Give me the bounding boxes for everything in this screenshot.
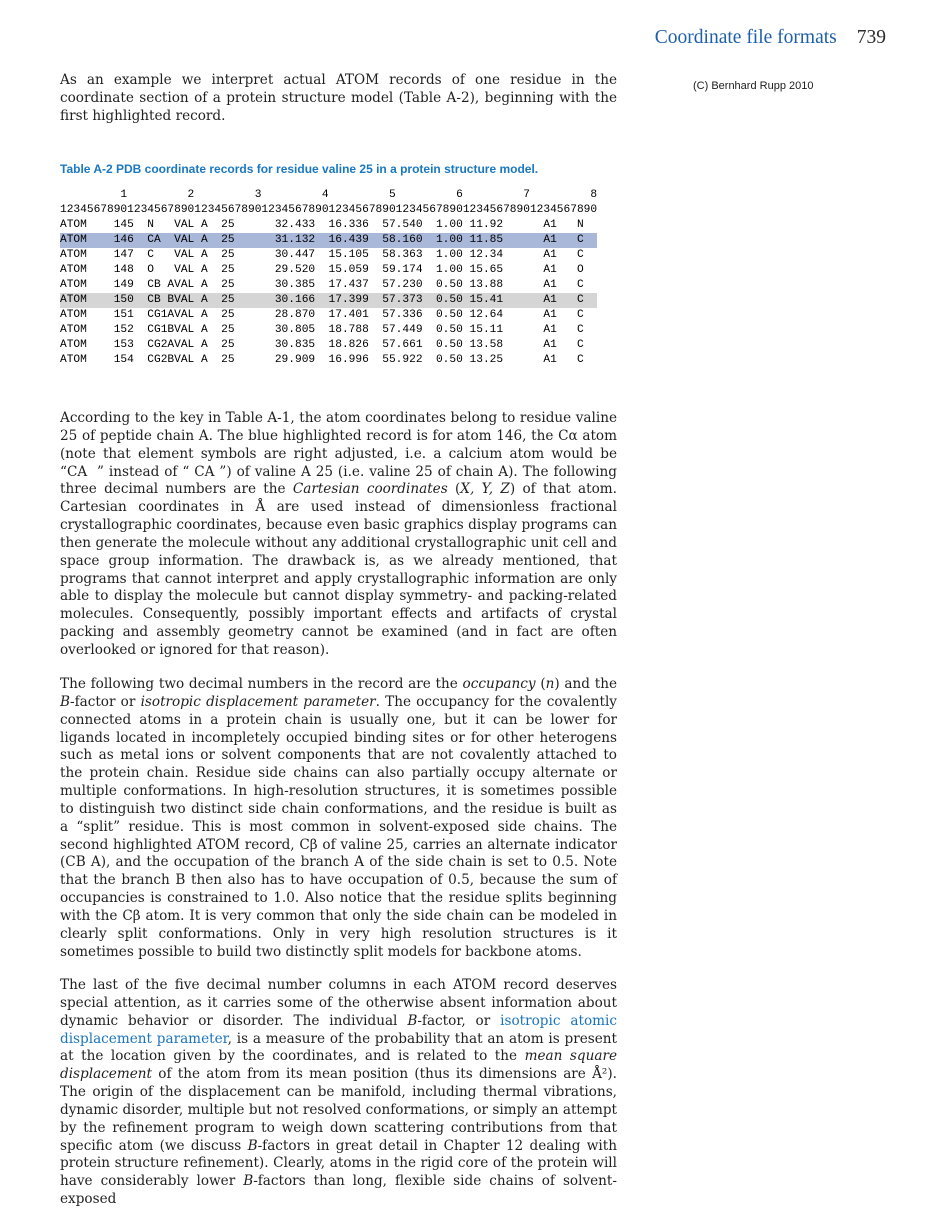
emphasized-term: X, Y, Z	[460, 481, 510, 498]
emphasized-term: n	[545, 676, 555, 692]
text-segment: ) and the	[554, 676, 617, 692]
pdb-record-row: ATOM 145 N VAL A 25 32.433 16.336 57.540 1.00 11.92 A1 N	[60, 219, 598, 231]
pdb-record-row: ATOM 149 CB AVAL A 25 30.385 17.437 57.230 0.50 13.88 A1 C	[60, 279, 598, 291]
emphasized-term: B	[60, 693, 70, 710]
isotropic-displacement-link[interactable]: isotropic atomic displacement parameter	[60, 1012, 617, 1047]
emphasized-term: B	[243, 1173, 254, 1190]
text-segment: -factors than long, flexible side chains of solvent-exposed	[60, 1173, 617, 1208]
text-segment: According to the key in Table A-1, the atom coordinates belong to residue valine 25 of peptide chain A. The blue highlighted record is for atom 146, the Cα atom (note that element symbols are right adjusted, i.e. a calcium atom would be “CA ” instead of “ CA ”) of valine A 25 (i.e. valine 25 of chain A). The following three decimal numbers are the	[60, 410, 617, 498]
text-segment: -factor or	[70, 693, 141, 710]
text-segment: ) of that atom. Cartesian coordinates in Å are used instead of dimensionless fractional crystallographic coordinates, because even basic graphics display programs can then generate the molecule without any additional crystallographic unit cell and space group information. The drawback is, as we already mentioned, that programs that cannot interpret and apply crystallographic information are only able to display the molecule but cannot display symmetry- and packing-related molecules. Consequently, possibly important effects and artifacts of crystal packing and assembly geometry cannot be examined (and in fact are often overlooked or ignored for that reason).	[60, 481, 618, 658]
emphasized-term: isotropic displacement parameter	[140, 693, 376, 710]
pdb-record-row: ATOM 151 CG1AVAL A 25 28.870 17.401 57.336 0.50 12.64 A1 C	[60, 309, 598, 321]
table-caption: Table A-2 PDB coordinate records for residue valine 25 in a protein structure model.	[60, 162, 539, 176]
pdb-record-listing	[60, 188, 597, 368]
body-paragraph-2	[60, 410, 617, 660]
column-ruler-tens: 1 2 3 4 5 6 7 8	[60, 189, 598, 201]
text-segment: , is a measure of the probability that an atom is present at the location given by the coordinates, and is related to the	[60, 1030, 617, 1065]
pdb-record-row: ATOM 146 CA VAL A 25 31.132 16.439 58.160 1.00 11.85 A1 C	[60, 234, 598, 246]
emphasized-term: Cartesian coordinates	[292, 481, 448, 498]
emphasized-term: occupancy	[462, 676, 536, 692]
copyright-notice: (C) Bernhard Rupp 2010	[693, 80, 814, 92]
text-segment: The last of the five decimal number columns in each ATOM record deserves special attention, as it carries some of the otherwise absent information about dynamic behavior or disorder. The individual	[60, 977, 617, 1029]
text-segment: . The occupancy for the covalently connected atoms in a protein chain is usually one, but it can be lower for ligands located in incompletely occupied binding sites or for other heterogens such as metal ions or solvent components that are not covalently attached to the protein chain. Residue side chains can also partially occupy alternate or multiple conformations. In high-resolution structures, it is sometimes possible to distinguish two distinct side chain conformations, and the residue is built as a “split” residue. This is most common in solvent-exposed side chains. The second highlighted ATOM record, Cβ of valine 25, carries an alternate indicator (CB A), and the occupation of the branch A of the side chain is set to 0.5. Note that the branch B then also has to have occupation of 0.5, because the sum of occupancies is constrained to 1.0. Also notice that the residue splits beginning with the Cβ atom. It is very common that only the side chain can be modeled in clearly split conformations. Only in very high resolution structures is it sometimes possible to build two distinctly split models for backbone atoms.	[60, 693, 617, 960]
pdb-record-row: ATOM 153 CG2AVAL A 25 30.835 18.826 57.661 0.50 13.58 A1 C	[60, 339, 598, 351]
running-head-title: Coordinate file formats	[654, 27, 837, 48]
text-segment: The following two decimal numbers in the record are the	[60, 676, 463, 692]
page-number: 739	[856, 27, 886, 48]
pdb-record-row: ATOM 148 O VAL A 25 29.520 15.059 59.174 1.00 15.65 A1 O	[60, 264, 598, 276]
body-paragraph-4	[60, 977, 617, 1209]
pdb-records	[60, 218, 597, 368]
running-head	[655, 27, 886, 49]
text-segment: (	[447, 481, 461, 498]
body-paragraph-1	[60, 72, 617, 126]
emphasized-term: B	[407, 1012, 418, 1029]
emphasized-term: mean square displacement	[60, 1048, 618, 1083]
pdb-record-row: ATOM 152 CG1BVAL A 25 30.805 18.788 57.449 0.50 15.11 A1 C	[60, 324, 598, 336]
text-segment: -factors in great detail in Chapter 12 dealing with protein structure refinement). Clearly, atoms in the rigid core of the protein will have considerably lower	[60, 1137, 618, 1190]
text-segment: (	[535, 676, 546, 692]
text-segment: -factor, or	[417, 1012, 501, 1029]
column-ruler-units: 12345678901234567890123456789012345678901234567890123456789012345678901234567890	[60, 204, 598, 216]
text-segment: of the atom from its mean position (thus its dimensions are Å²). The origin of the displacement can be manifold, including thermal vibrations, dynamic disorder, multiple but not resolved conformations, or simply an attempt by the refinement program to weigh down scattering contributions from that specific atom (we discuss	[60, 1066, 617, 1154]
emphasized-term: B	[247, 1137, 258, 1154]
pdb-record-row: ATOM 150 CB BVAL A 25 30.166 17.399 57.373 0.50 15.41 A1 C	[60, 294, 598, 306]
pdb-record-row: ATOM 147 C VAL A 25 30.447 15.105 58.363 1.00 12.34 A1 C	[60, 249, 598, 261]
body-paragraph-3	[60, 676, 617, 962]
text-segment: As an example we interpret actual ATOM records of one residue in the coordinate section of a protein structure model (Table A-2), beginning with the first highlighted record.	[60, 72, 617, 124]
pdb-record-row: ATOM 154 CG2BVAL A 25 29.909 16.996 55.922 0.50 13.25 A1 C	[60, 354, 598, 366]
